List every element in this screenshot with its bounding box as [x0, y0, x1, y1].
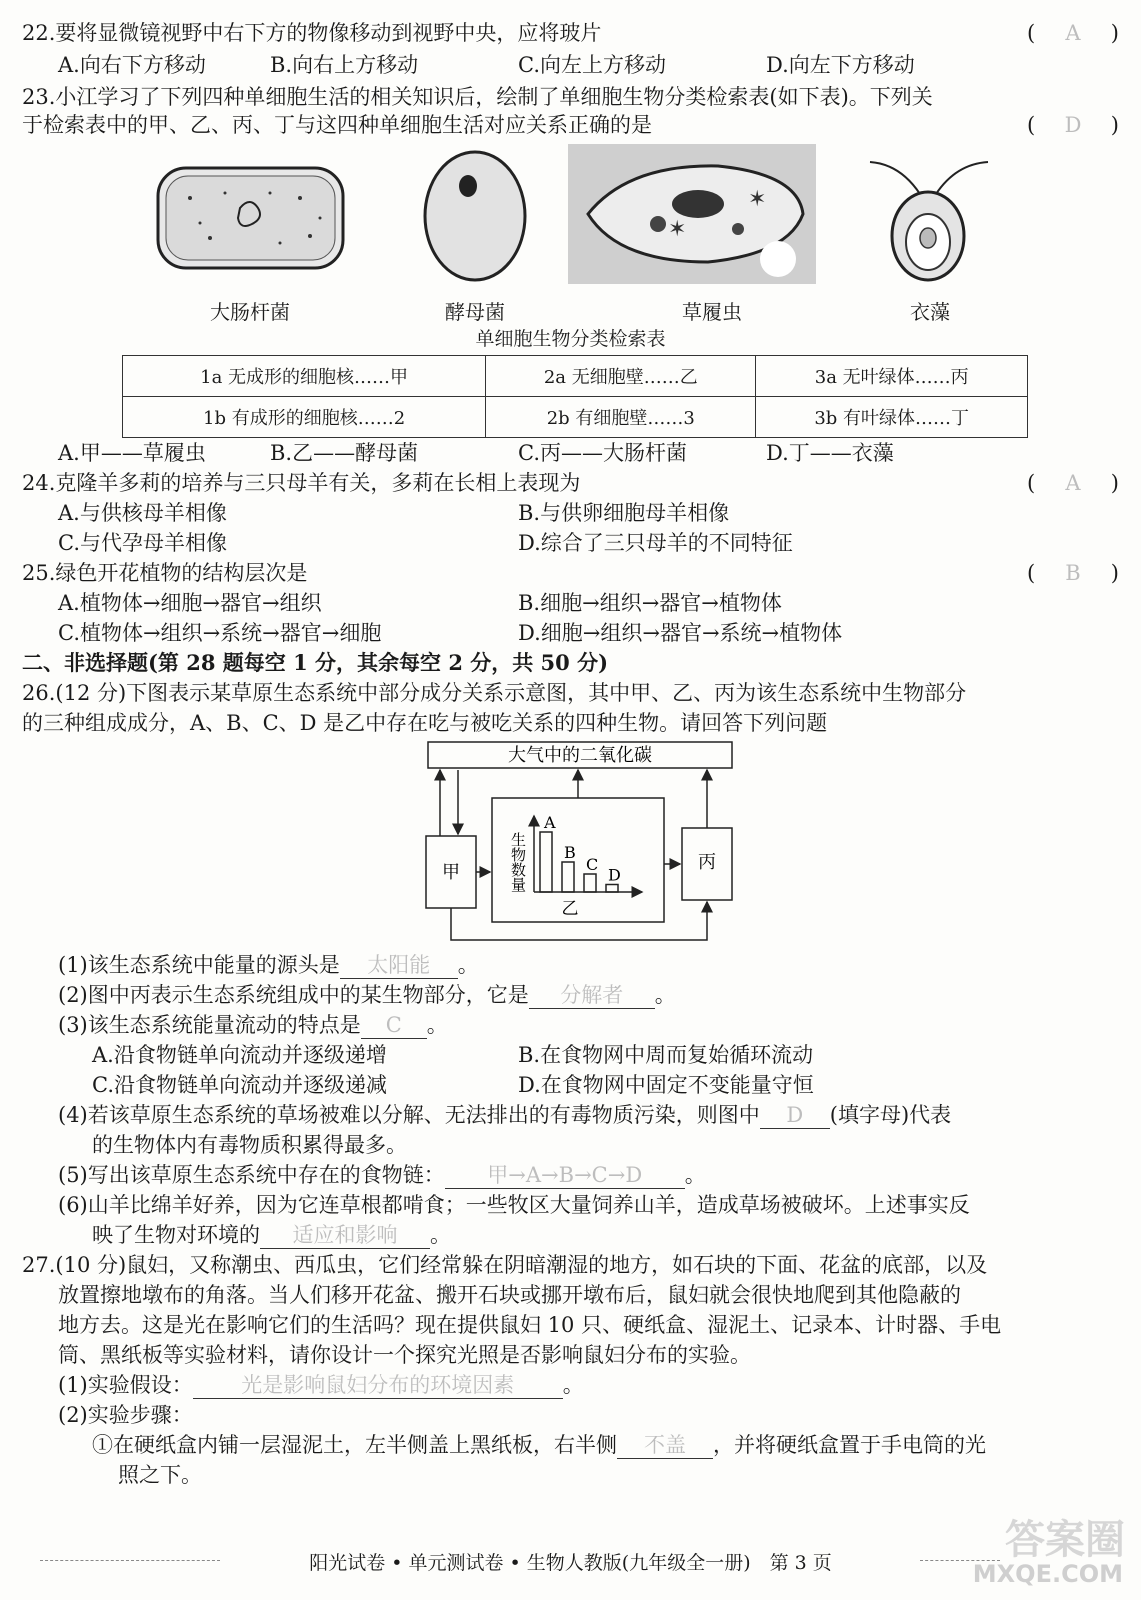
chlamydomonas-label: 衣藻 — [910, 300, 950, 324]
q27-part2: (2)实验步骤： — [58, 1403, 193, 1427]
watermark-logo: 答案圈 — [1005, 1516, 1125, 1563]
q24-option-b: B.与供卵细胞母羊相像 — [518, 501, 730, 525]
q23-option-c: C.丙——大肠杆菌 — [518, 441, 687, 465]
q27-stem-line2: 放置擦地墩布的角落。当人们移开花盆、搬开石块或挪开墩布后，鼠妇就会很快地爬到其他隐蔽的 — [58, 1283, 961, 1307]
q27-step1-cont: 照之下。 — [118, 1463, 202, 1487]
svg-text:✶: ✶ — [748, 187, 767, 212]
ecosystem-diagram — [420, 740, 740, 950]
table-cell: 1b 有成形的细胞核……2 — [123, 397, 486, 438]
bar-C — [584, 874, 596, 892]
bar-D — [606, 885, 618, 893]
table-row — [123, 356, 1028, 397]
q26-answer4: D — [760, 1102, 830, 1129]
q26-part2: (2)图中丙表示生态系统组成中的某生物部分，它是 分解者 。 — [58, 983, 676, 1007]
q26-part6: (6)山羊比绵羊好养，因为它连草根都啃食；一些牧区大量饲养山羊，造成草场被破坏。上述事实反 — [58, 1193, 970, 1217]
table-cell: 3a 无叶绿体……丙 — [756, 356, 1028, 397]
q27-stem-line1: 27.(10 分)鼠妇，又称潮虫、西瓜虫，它们经常躲在阴暗潮湿的地方，如石块的下面、花盆的底部，以及 — [22, 1253, 988, 1277]
q22-option-d: D.向左下方移动 — [766, 53, 915, 77]
page-footer: 阳光试卷 • 单元测试卷 • 生物人教版(九年级全一册) 第 3 页 — [309, 1552, 832, 1574]
q26-answer2: 分解者 — [529, 982, 655, 1009]
q23-option-d: D.丁——衣藻 — [766, 441, 894, 465]
consumer-label: 乙 — [561, 899, 579, 919]
section-2-heading: 二、非选择题(第 28 题每空 1 分，其余每空 2 分，共 50 分) — [22, 650, 609, 675]
q22-stem: 22.要将显微镜视野中右下方的物像移动到视野中央，应将玻片 — [22, 21, 602, 45]
population-axis-label: 生物数量 — [509, 832, 527, 892]
q23-stem-line2: 于检索表中的甲、乙、丙、丁与这四种单细胞生活对应关系正确的是 — [22, 113, 652, 137]
svg-text:✶: ✶ — [668, 217, 687, 242]
q24-stem: 24.克隆羊多莉的培养与三只母羊有关，多莉在长相上表现为 — [22, 471, 581, 495]
q22-option-c: C.向左上方移动 — [518, 53, 666, 77]
q23-answer-bracket: ( D ) — [1027, 110, 1119, 140]
q22-answer-bracket: ( A ) — [1027, 18, 1119, 48]
q24-option-d: D.综合了三只母羊的不同特征 — [518, 531, 793, 555]
q25-answer-bracket: ( B ) — [1027, 558, 1119, 588]
bar-A — [540, 832, 552, 892]
q24-answer-bracket: ( A ) — [1027, 468, 1119, 498]
q26-part4: (4)若该草原生态系统的草场被难以分解、无法排出的有毒物质污染，则图中 D (填字母)代表 — [58, 1103, 952, 1127]
q26-answer5: 甲→A→B→C→D — [445, 1162, 685, 1189]
bar-B — [562, 862, 574, 892]
q23-option-b: B.乙——酵母菌 — [270, 441, 419, 465]
e-coli-label: 大肠杆菌 — [210, 300, 290, 324]
q24-option-c: C.与代孕母羊相像 — [58, 531, 227, 555]
q27-stem-line3: 地方去。这是光在影响它们的生活吗？现在提供鼠妇 10 只、硬纸盒、湿泥土、记录本、计时器、手电 — [58, 1313, 1002, 1337]
q27-stem-line4: 筒、黑纸板等实验材料，请你设计一个探究光照是否影响鼠妇分布的实验。 — [58, 1343, 751, 1367]
q23-answer: D — [1064, 113, 1082, 137]
watermark-url: MXQE.COM — [972, 1560, 1123, 1588]
paramecium-illustration — [568, 144, 816, 284]
table-row — [123, 397, 1028, 438]
q27-part1: (1)实验假设： 光是影响鼠妇分布的环境因素 。 — [58, 1373, 584, 1397]
table-cell: 2b 有细胞壁……3 — [486, 397, 756, 438]
yeast-label: 酵母菌 — [445, 300, 505, 324]
q26-stem-line2: 的三种组成成分，A、B、C、D 是乙中存在吃与被吃关系的四种生物。请回答下列问题 — [22, 711, 828, 735]
table-cell: 3b 有叶绿体……丁 — [756, 397, 1028, 438]
q22-option-a: A.向右下方移动 — [58, 53, 206, 77]
table-cell: 1a 无成形的细胞核……甲 — [123, 356, 486, 397]
q25-option-a: A.植物体→细胞→器官→组织 — [58, 591, 322, 615]
classification-key-table — [122, 355, 1028, 438]
q27-answer1: 光是影响鼠妇分布的环境因素 — [193, 1372, 563, 1399]
q26-part6-cont: 映了生物对环境的 适应和影响 。 — [92, 1223, 451, 1247]
paramecium-label: 草履虫 — [682, 300, 742, 324]
bar-label-B: B — [564, 843, 576, 862]
bar-label-D: D — [608, 865, 621, 885]
bar-label-A: A — [544, 813, 556, 832]
q22-option-b: B.向右上方移动 — [270, 53, 419, 77]
yeast-illustration — [420, 148, 530, 288]
q26-part3: (3)该生态系统能量流动的特点是 C 。 — [58, 1013, 448, 1037]
q24-option-a: A.与供核母羊相像 — [58, 501, 227, 525]
q26-p3-option-c: C.沿食物链单向流动并逐级递减 — [92, 1073, 387, 1097]
producer-label: 甲 — [442, 862, 460, 883]
table-cell: 2a 无细胞壁……乙 — [486, 356, 756, 397]
q26-p3-option-d: D.在食物网中固定不变能量守恒 — [518, 1073, 814, 1097]
population-bar-chart — [509, 813, 642, 919]
q26-p3-option-b: B.在食物网中周而复始循环流动 — [518, 1043, 814, 1067]
q23-option-a: A.甲——草履虫 — [58, 441, 206, 465]
q25-option-b: B.细胞→组织→器官→植物体 — [518, 591, 782, 615]
q26-answer3: C — [361, 1012, 427, 1039]
decomposer-label: 丙 — [698, 852, 716, 873]
q26-part5: (5)写出该草原生态系统中存在的食物链： 甲→A→B→C→D 。 — [58, 1163, 706, 1187]
q26-answer6: 适应和影响 — [260, 1222, 430, 1249]
q25-answer: B — [1065, 561, 1081, 585]
q27-step1-answer: 不盖 — [617, 1432, 713, 1459]
q27-step1: ①在硬纸盒内铺一层湿泥土，左半侧盖上黑纸板，右半侧 不盖 ，并将硬纸盒置于手电筒的光 — [92, 1433, 986, 1457]
q25-option-d: D.细胞→组织→器官→系统→植物体 — [518, 621, 843, 645]
q22-answer: A — [1065, 21, 1081, 45]
q26-stem-line1: 26.(12 分)下图表示某草原生态系统中部分成分关系示意图，其中甲、乙、丙为该生态系统中生物部分 — [22, 681, 967, 705]
q25-option-c: C.植物体→组织→系统→器官→细胞 — [58, 621, 382, 645]
q26-part4-cont: 的生物体内有毒物质积累得最多。 — [92, 1133, 407, 1157]
q26-answer1: 太阳能 — [340, 952, 458, 979]
q24-answer: A — [1065, 471, 1081, 495]
co2-label: 大气中的二氧化碳 — [508, 745, 652, 766]
q26-p3-option-a: A.沿食物链单向流动并逐级递增 — [92, 1043, 387, 1067]
q26-part1: (1)该生态系统中能量的源头是 太阳能 。 — [58, 953, 479, 977]
e-coli-illustration — [150, 148, 350, 278]
q25-stem: 25.绿色开花植物的结构层次是 — [22, 561, 308, 585]
q23-stem-line1: 23.小江学习了下列四种单细胞生活的相关知识后，绘制了单细胞生物分类检索表(如下表)。下列关 — [22, 85, 933, 109]
bar-label-C: C — [586, 855, 599, 874]
key-table-title: 单细胞生物分类检索表 — [475, 328, 666, 350]
chlamydomonas-illustration — [860, 144, 1000, 284]
